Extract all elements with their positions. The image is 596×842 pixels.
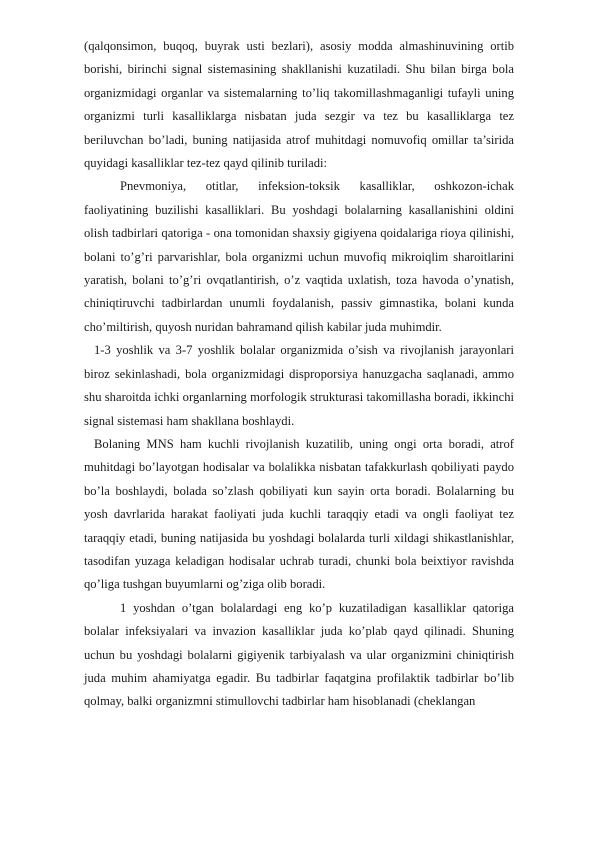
paragraph-mns-development: Bolaning MNS ham kuchli rivojlanish kuzatilib, uning ongi orta boradi, atrof muhitdagi bo’layotgan hodisalar va bolalikka nisbatan tafakkurlash qobiliyati paydo bo’la boshlaydi, bolada so’zlash qobiliyati kun sayin orta boradi. Bolalarning bu yosh davrlarida harakat faoliyati juda kuchli taraqqiy etadi va ongli faoliyat tez taraqqiy etadi, buning natijasida bu yoshdagi bolalarda turli xildagi shikastlanishlar, tasodifan yuzaga keladigan hodisalar uchrab turadi, chunki bola beixtiyor ravishda qo’liga tushgan buyumlarni og’ziga olib boradi. [84, 436, 514, 592]
paragraph-age-1-7: 1-3 yoshlik va 3-7 yoshlik bolalar organizmida o’sish va rivojlanish jarayonlari biroz sekinlashadi, bola organizmidagi disproporsiya hanuzgacha saqlanadi, ammo shu sharoitda ichki organlarning morfologik strukturasi takomillasha boradi, ikkinchi signal sistemasi ham shakllana boshlaydi. [84, 343, 514, 428]
paragraph-infections: 1 yoshdan o’tgan bolalardagi eng ko’p kuzatiladigan kasalliklar qatoriga bolalar infeksiyalari va invazion kasalliklar juda ko’plab qayd qilinadi. Shuning uchun bu yoshdagi bolalarni gigiyenik tarbiyalash va ular organizmini chiniqtirish juda muhim ahamiyatga egadir. Bu tadbirlar faqatgina profilaktik tadbirlar bo’lib qolmay, balki organizmni stimullovchi tadbirlar ham hisoblanadi (cheklangan [84, 600, 514, 709]
paragraph-diseases-list: Pnevmoniya, otitlar, infeksion-toksik kasalliklar, oshkozon-ichak faoliyatining buzilishi kasalliklari. Bu yoshdagi bolalarning kasallanishini oldini olish tadbirlari qatoriga - ona tomonidan shaxsiy gigiyena qoidalariga rioya qilinishi, bolani to’g’ri parvarishlar, bola organizmi uchun muvofiq mikroiqlim sharoitlarini yaratish, bolani to’g’ri ovqatlantirish, o’z vaqtida uxlatish, toza havoda o’ynatish, chiniqtiruvchi tadbirlardan unumli foydalanish, passiv gimnastika, bolani kunda cho’miltirish, quyosh nuridan bahramand qilish kabilar juda muhimdir. [84, 179, 514, 334]
document-page [84, 35, 514, 714]
paragraph-continuation: (qalqonsimon, buqoq, buyrak usti bezlari), asosiy modda almashinuvining ortib borishi, birinchi signal sistemasining shakllanishi kuzatiladi. Shu bilan birga bola organizmidagi organlar va sistemalarning to’liq takomillashmaganligi tufayli uning organizmi turli kasalliklarga nisbatan juda sezgir va tez bu kasalliklarga tez beriluvchan bo’ladi, buning natijasida atrof muhitdagi nomuvofiq omillar ta’sirida quyidagi kasalliklar tez-tez qayd qilinib turiladi: [84, 39, 514, 171]
